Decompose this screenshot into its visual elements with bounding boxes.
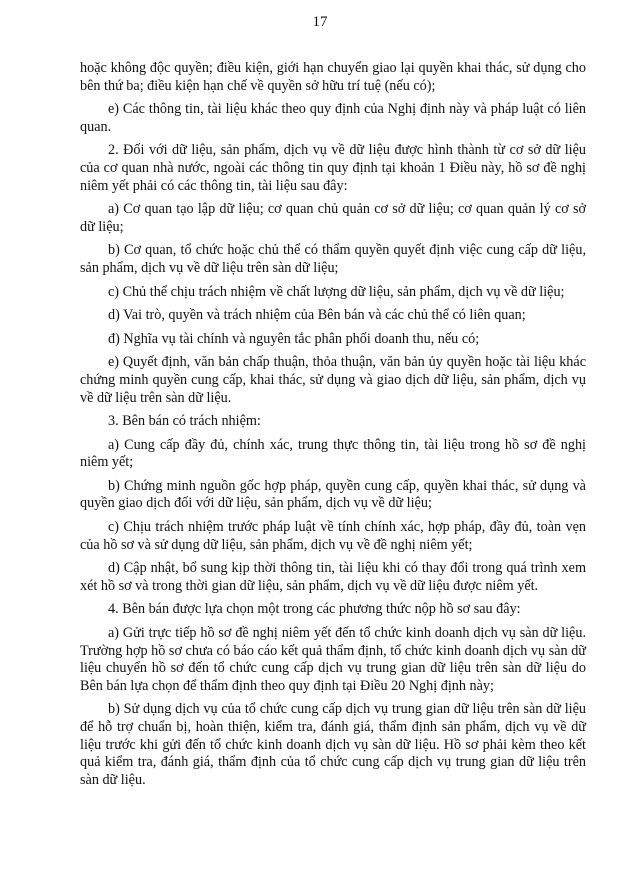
paragraph: a) Cung cấp đầy đủ, chính xác, trung thực thông tin, tài liệu trong hồ sơ đề nghị niêm yết; bbox=[80, 436, 586, 471]
paragraph: e) Các thông tin, tài liệu khác theo quy định của Nghị định này và pháp luật có liên quan. bbox=[80, 101, 586, 135]
document-body bbox=[80, 60, 586, 795]
paragraph: a) Gửi trực tiếp hồ sơ đề nghị niêm yết đến tổ chức kinh doanh dịch vụ sàn dữ liệu. Trường hợp hồ sơ chưa có báo cáo kết quả thẩm định, tổ chức kinh doanh dịch vụ sàn dữ liệu chuyển hồ sơ đến tổ chức cung cấp dịch vụ trung gian dữ liệu trên sàn dữ liệu do Bên bán lựa chọn để thẩm định theo quy định tại Điều 20 Nghị định này; bbox=[80, 625, 586, 694]
paragraph: 3. Bên bán có trách nhiệm: bbox=[108, 413, 261, 430]
paragraph: b) Chứng minh nguồn gốc hợp pháp, quyền cung cấp, quyền khai thác, sử dụng và quyền giao dịch đối với dữ liệu, sản phẩm, dịch vụ về dữ liệu; bbox=[80, 477, 586, 512]
paragraph: e) Quyết định, văn bản chấp thuận, thỏa thuận, văn bản ủy quyền hoặc tài liệu khác chứng minh quyền cung cấp, khai thác, sử dụng và giao dịch dữ liệu, sản phẩm, dịch vụ về dữ liệu trên sàn dữ liệu. bbox=[80, 354, 586, 406]
paragraph: d) Vai trò, quyền và trách nhiệm của Bên bán và các chủ thể có liên quan; bbox=[108, 307, 526, 324]
paragraph: 2. Đối với dữ liệu, sản phẩm, dịch vụ về dữ liệu được hình thành từ cơ sở dữ liệu của cơ quan nhà nước, ngoài các thông tin quy định tại khoản 1 Điều này, hồ sơ đề nghị niêm yết phải có các thông tin, tài liệu sau đây: bbox=[80, 142, 586, 194]
paragraph: a) Cơ quan tạo lập dữ liệu; cơ quan chủ quản cơ sở dữ liệu; cơ quan quản lý cơ sở dữ liệu; bbox=[80, 201, 586, 235]
paragraph: đ) Nghĩa vụ tài chính và nguyên tắc phân phối doanh thu, nếu có; bbox=[108, 330, 480, 347]
paragraph: 4. Bên bán được lựa chọn một trong các phương thức nộp hồ sơ sau đây: bbox=[108, 601, 521, 618]
page-number: 17 bbox=[312, 14, 328, 30]
paragraph: b) Sử dụng dịch vụ của tổ chức cung cấp dịch vụ trung gian dữ liệu trên sàn dữ liệu để hỗ trợ chuẩn bị, hoàn thiện, kiểm tra, đánh giá, thẩm định sản phẩm, dịch vụ về dữ liệu trước khi gửi đến tổ chức kinh doanh dịch vụ sàn dữ liệu. Hồ sơ phải kèm theo kết quả kiểm tra, đánh giá, thẩm định của tổ chức cung cấp dịch vụ trung gian dữ liệu trên sàn dữ liệu. bbox=[80, 701, 586, 788]
paragraph: d) Cập nhật, bổ sung kịp thời thông tin, tài liệu khi có thay đổi trong quá trình xem xét hồ sơ và trong thời gian dữ liệu, sản phẩm, dịch vụ về dữ liệu được niêm yết. bbox=[80, 560, 586, 594]
paragraph: c) Chịu trách nhiệm trước pháp luật về tính chính xác, hợp pháp, đầy đủ, toàn vẹn của hồ sơ và sử dụng dữ liệu, sản phẩm, dịch vụ về đề nghị niêm yết; bbox=[80, 519, 586, 553]
paragraph: c) Chủ thể chịu trách nhiệm về chất lượng dữ liệu, sản phẩm, dịch vụ về dữ liệu; bbox=[108, 283, 565, 300]
paragraph: b) Cơ quan, tổ chức hoặc chủ thể có thẩm quyền quyết định việc cung cấp dữ liệu, sản phẩm, dịch vụ về dữ liệu trên sàn dữ liệu; bbox=[80, 242, 586, 276]
paragraph: hoặc không độc quyền; điều kiện, giới hạn chuyển giao lại quyền khai thác, sử dụng cho bên thứ ba; điều kiện hạn chế về quyền sở hữu trí tuệ (nếu có); bbox=[80, 60, 586, 94]
